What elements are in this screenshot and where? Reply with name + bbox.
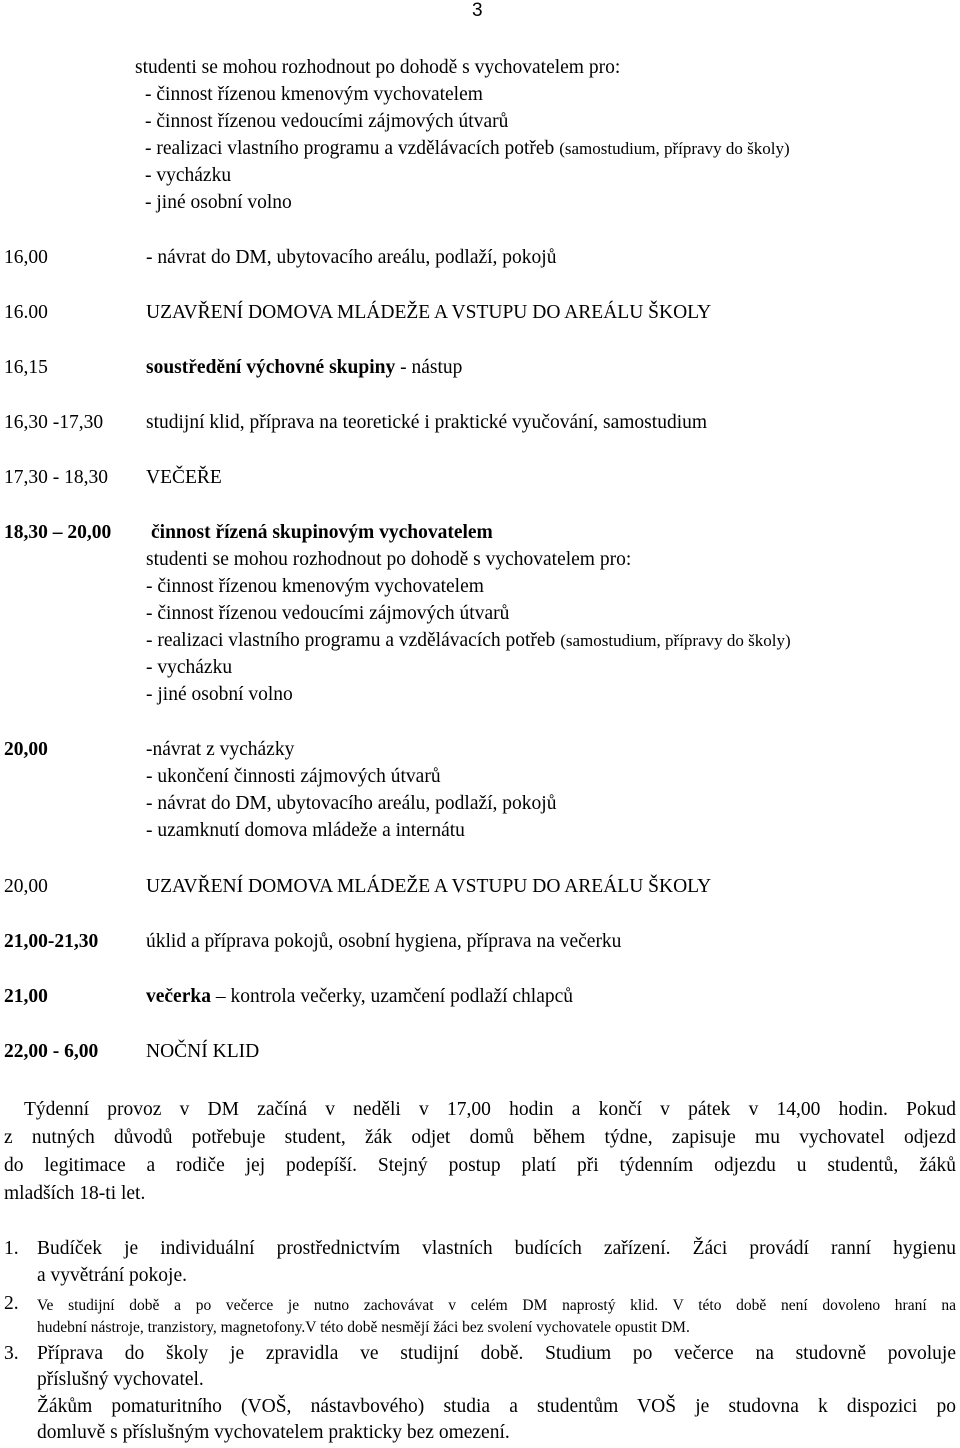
paragraph-line: do legitimace a rodiče jej podepíší. Stejný postup platí při týdenním odjezdu u studentů, žáků [4, 1155, 956, 1176]
list-item-line: domluvě s příslušným vychovatelem prakticky bez omezení. [37, 1422, 510, 1443]
evening-item: - jiné osobní volno [146, 684, 293, 705]
list-item-line: příslušný vychovatel. [37, 1369, 204, 1390]
intro-item: - realizaci vlastního programu a vzdělávacích potřeb (samostudium, přípravy do školy) [145, 138, 790, 159]
list-item-line: Příprava do školy je zpravidla ve studijní době. Studium po večerce na studovně povoluje [37, 1343, 956, 1364]
schedule-text: studijní klid, příprava na teoretické i praktické vyučování, samostudium [146, 412, 708, 433]
intro-item: - činnost řízenou vedoucími zájmových útvarů [145, 111, 509, 132]
list-number: 2. [4, 1293, 19, 1314]
list-item-line: Budíček je individuální prostřednictvím vlastních budících zařízení. Žáci provádí ranní hygienu [37, 1238, 956, 1259]
return-item: - návrat do DM, ubytovacího areálu, podlaží, pokojů [146, 793, 557, 814]
evening-item: - realizaci vlastního programu a vzdělávacích potřeb (samostudium, přípravy do školy) [146, 630, 791, 651]
intro-item: - jiné osobní volno [145, 192, 292, 213]
schedule-time: 16,30 -17,30 [4, 412, 104, 433]
intro-item: - vycházku [145, 165, 232, 186]
evening-item: - činnost řízenou kmenovým vychovatelem [146, 576, 484, 597]
schedule-text: UZAVŘENÍ DOMOVA MLÁDEŽE A VSTUPU DO AREÁLU ŠKOLY [146, 876, 712, 897]
list-number: 3. [4, 1343, 19, 1364]
schedule-time: 20,00 [4, 876, 48, 897]
intro-lead: studenti se mohou rozhodnout po dohodě s vychovatelem pro: [135, 57, 621, 78]
schedule-text: UZAVŘENÍ DOMOVA MLÁDEŽE A VSTUPU DO AREÁLU ŠKOLY [146, 302, 712, 323]
evening-item: - vycházku [146, 657, 233, 678]
schedule-text: úklid a příprava pokojů, osobní hygiena, příprava na večerku [146, 931, 622, 952]
list-item-line: Žákům pomaturitního (VOŠ, nástavbového) studia a studentům VOŠ je studovna k dispozici po [37, 1396, 956, 1417]
return-item: - ukončení činnosti zájmových útvarů [146, 766, 441, 787]
paragraph-line: z nutných důvodů potřebuje student, žák odjet domů během týdne, zapisuje mu vychovatel odjezd [4, 1127, 956, 1148]
schedule-time: 16.00 [4, 302, 48, 323]
list-item-line: a vyvětrání pokoje. [37, 1265, 187, 1286]
schedule-time: 16,15 [4, 357, 48, 378]
evening-item: - činnost řízenou vedoucími zájmových útvarů [146, 603, 510, 624]
schedule-time: 22,00 - 6,00 [4, 1041, 99, 1062]
list-item-line: Ve studijní době a po večerce je nutno zachovávat v celém DM naprostý klid. V této době není dovoleno hraní na [37, 1297, 956, 1314]
schedule-time: 21,00 [4, 986, 48, 1007]
list-number: 1. [4, 1238, 19, 1259]
schedule-time: 16,00 [4, 247, 48, 268]
schedule-time: 21,00-21,30 [4, 931, 99, 952]
schedule-text: - návrat do DM, ubytovacího areálu, podlaží, pokojů [146, 247, 557, 268]
schedule-text: soustředění výchovné skupiny - nástup [146, 357, 463, 378]
paragraph-line: mladších 18-ti let. [4, 1183, 146, 1204]
schedule-text: večerka – kontrola večerky, uzamčení podlaží chlapců [146, 986, 574, 1007]
page-number: 3 [472, 0, 483, 21]
return-item: -návrat z vycházky [146, 739, 295, 760]
return-time: 20,00 [4, 739, 48, 760]
evening-lead: studenti se mohou rozhodnout po dohodě s vychovatelem pro: [146, 549, 632, 570]
schedule-text: činnost řízená skupinovým vychovatelem [151, 522, 493, 543]
list-item-line: hudební nástroje, tranzistory, magnetofony.V této době nesmějí žáci bez svolení vychovatele opustit DM. [37, 1319, 690, 1336]
paragraph-line: Týdenní provoz v DM začíná v neděli v 17,00 hodin a končí v pátek v 14,00 hodin. Pokud [24, 1099, 956, 1120]
return-item: - uzamknutí domova mládeže a internátu [146, 820, 465, 841]
schedule-text: NOČNÍ KLID [146, 1041, 260, 1062]
schedule-time: 17,30 - 18,30 [4, 467, 108, 488]
schedule-time: 18,30 – 20,00 [4, 522, 112, 543]
schedule-text: VEČEŘE [146, 467, 222, 488]
intro-item: - činnost řízenou kmenovým vychovatelem [145, 84, 483, 105]
